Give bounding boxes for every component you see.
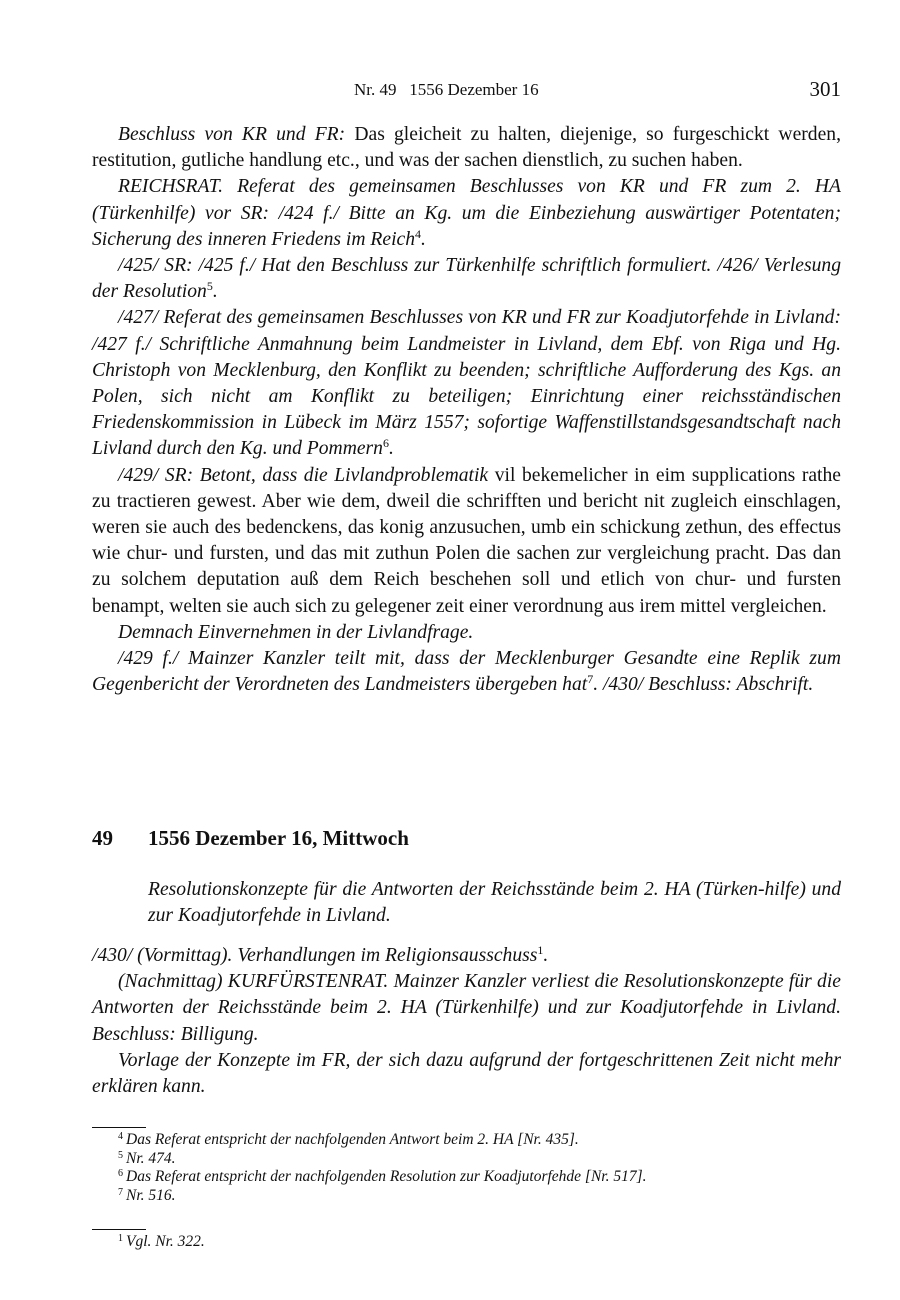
footnote-reference[interactable]: 7 <box>587 672 594 687</box>
paragraph <box>92 969 841 1048</box>
footnote <box>118 1150 841 1169</box>
running-head-date: 1556 Dezember 16 <box>409 80 539 99</box>
footnote-mark: 5 <box>118 1149 123 1161</box>
paragraph <box>92 305 841 462</box>
italic-run: . <box>212 281 218 303</box>
paragraph <box>92 646 841 698</box>
italic-run: . Referat des gemeinsamen Beschlusses von KR und FR zum 2. HA (Türkenhilfe) vor SR: /424 f./ Bitte an Kg. um die Einbeziehung auswärtiger Potentaten; Sicherung des inneren Friedens im Reich <box>92 176 841 250</box>
paragraph <box>92 1048 841 1100</box>
footnote-text: Das Referat entspricht der nachfolgenden Antwort beim 2. HA [Nr. 435]. <box>126 1131 579 1148</box>
running-head <box>92 77 841 104</box>
footnote-rule-current <box>92 1229 146 1230</box>
footnote <box>118 1168 841 1187</box>
footnote <box>118 1187 841 1206</box>
italic-run: . <box>421 228 426 250</box>
footnote-reference[interactable]: 1 <box>537 943 544 957</box>
paragraph <box>92 463 841 620</box>
italic-run: (Nachmittag) KURFÜRSTENRAT. Mainzer Kanzler verliest die Resolutionskonzepte für die Antworten der Reichsstände beim 2. HA (Türkenhilfe) und zur Koadjutorfehde in Livland. Beschluss: Billigung. <box>92 971 841 1045</box>
running-head-title <box>354 80 539 100</box>
document-date: 1556 Dezember 16, Mittwoch <box>148 826 409 850</box>
italic-run: /429/ SR: Betont, dass die Livlandproblematik <box>118 464 489 486</box>
paragraph <box>92 620 841 646</box>
italic-run: Vorlage der Konzepte im FR, der sich dazu aufgrund der fortgeschrittenen Zeit nicht mehr erklären kann. <box>92 1049 841 1098</box>
italic-run: /430/ (Vormittag). Verhandlungen im Religionsausschuss <box>92 945 538 966</box>
footnote-rule-previous <box>92 1127 146 1128</box>
footnote-text: Vgl. Nr. 322. <box>126 1233 205 1250</box>
page-number: 301 <box>809 77 841 101</box>
italic-run: /429 f./ Mainzer Kanzler teilt mit, dass der Mecklenburger Gesandte eine Replik zum Gegenbericht der Verordneten des Landmeisters übergeben hat <box>92 648 841 696</box>
italic-run: . /430/ Beschluss: Abschrift. <box>593 674 814 696</box>
footnotes-current-document <box>118 1233 841 1252</box>
protocol-section-current <box>92 943 841 1100</box>
footnote-text: Nr. 474. <box>126 1149 176 1167</box>
italic-run: Beschluss von KR und FR: <box>118 124 346 145</box>
running-head-doc-ref: Nr. 49 <box>354 80 397 99</box>
italic-run: . <box>543 945 549 966</box>
footnote-mark: 1 <box>118 1233 123 1244</box>
roman-run: vil bekemelicher in eim supplications rathe zu tractieren gewest. Aber wie dem, dweil die schrifften und bericht nit zugleich einschlagen, weren sie auch des bedenckens, das konig anzusuchen, umb ein schickung zethun, des effectus wie chur- und fursten, und das mit zuthun Polen die sachen zur vergleichung pracht. Das dan zu solchem deputation auß dem Reich beschehen soll und etlich von chur- und fursten benampt, welten sie auch sich zu gelegener zeit einer verordnung aus irem mittel vergleichen. <box>92 464 841 617</box>
footnote-reference[interactable]: 5 <box>206 279 213 294</box>
paragraph <box>92 122 841 174</box>
italic-run: Demnach Einvernehmen in der Livlandfrage. <box>118 621 474 643</box>
footnote-reference[interactable]: 6 <box>382 436 389 451</box>
italic-run: /425/ SR: /425 f./ Hat den Beschluss zur Türkenhilfe schriftlich formuliert. /426/ Verlesung der Resolution <box>92 255 841 303</box>
italic-run: REICHSRAT <box>118 176 219 198</box>
footnote-mark: 7 <box>118 1186 123 1198</box>
footnotes-previous-document <box>118 1131 841 1205</box>
footnote-mark: 6 <box>118 1168 123 1179</box>
footnote-text: Das Referat entspricht der nachfolgenden Resolution zur Koadjutorfehde [Nr. 517]. <box>126 1168 647 1185</box>
document-regest: Resolutionskonzepte für die Antworten der Reichsstände beim 2. HA (Türken-hilfe) und zur Koadjutorfehde in Livland. <box>148 879 841 927</box>
paragraph <box>92 253 841 305</box>
paragraph <box>92 174 841 253</box>
paragraph <box>92 943 841 969</box>
roman-run: Das gleicheit zu halten, diejenige, so furgeschickt werden, restitution, gutliche handlung etc., und was der sachen dienstlich, zu suchen haben. <box>92 124 841 172</box>
footnote <box>118 1233 841 1252</box>
italic-run: . <box>388 438 394 460</box>
footnote <box>118 1131 841 1150</box>
footnote-mark: 4 <box>118 1131 123 1142</box>
footnote-text: Nr. 516. <box>126 1186 176 1204</box>
italic-run: /427/ Referat des gemeinsamen Beschlusses von KR und FR zur Koadjutorfehde in Livland: /427 f./ Schriftliche Anmahnung beim Landmeister in Livland, dem Ebf. von Riga und Hg. Christoph von Mecklenburg, den Konflikt zu beenden; schriftliche Aufforderung des Kgs. an Polen, sich nicht am Konflikt zu beteiligen; Einrichtung einer reichsständischen Friedenskommission in Lübeck im März 1557; sofortige Waffenstillstandsgesandtschaft nach Livland durch den Kg. und Pommern <box>92 307 841 460</box>
footnote-reference[interactable]: 4 <box>415 226 422 241</box>
protocol-section-previous <box>92 122 841 698</box>
document-number: 49 <box>92 826 113 850</box>
